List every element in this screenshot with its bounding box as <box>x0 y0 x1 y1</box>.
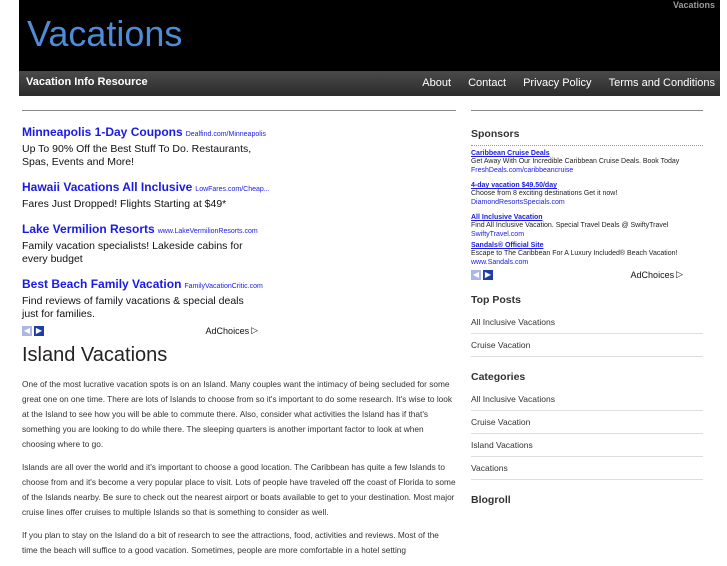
ad-desc: Up To 90% Off the Best Stuff To Do. Restaurants, Spas, Events and More! <box>22 143 252 168</box>
ad-desc: Family vacation specialists! Lakeside cabins for every budget <box>22 240 243 265</box>
ad-url[interactable]: www.LakeVermilionResorts.com <box>157 228 258 235</box>
sponsor-url[interactable]: SwiftyTravel.com <box>471 231 525 238</box>
adchoices-link[interactable] <box>631 269 683 280</box>
sponsor-title[interactable]: Sandals® Official Site <box>471 242 544 249</box>
top-post-link[interactable]: Cruise Vacation <box>471 334 703 357</box>
ad-unit <box>22 178 456 211</box>
sponsor-desc: Choose from 8 exciting destinations Get it now! <box>471 190 618 197</box>
sponsor-url[interactable]: www.Sandals.com <box>471 259 529 266</box>
ad-title[interactable]: Hawaii Vacations All Inclusive <box>22 180 193 194</box>
nav-brand[interactable]: Vacation Info Resource <box>26 76 148 88</box>
post-paragraph: Islands are all over the world and it's important to choose a good location. The Caribbean has quite a few Islands to choose from and it's become a very popular place to visit. Lots of people have traveled off the coast of Florida to some of the Islands nearby. Be sure to check out the nearest airport or boats available to get to your destination. Most major cruise lines offer cruises to multiple Islands so that is something to consider as well. <box>22 462 456 517</box>
top-post-link[interactable]: All Inclusive Vacations <box>471 311 703 334</box>
nav-link-privacy-policy[interactable]: Privacy Policy <box>523 77 592 89</box>
sponsor-desc: Find All Inclusive Vacation. Special Travel Deals @ SwiftyTravel <box>471 222 669 229</box>
post-title: Island Vacations <box>22 344 168 366</box>
main-content <box>22 110 456 566</box>
divider <box>471 110 703 111</box>
adchoices-link[interactable] <box>206 325 258 336</box>
sponsor-title[interactable]: Caribbean Cruise Deals <box>471 150 550 157</box>
sponsor-url[interactable]: DiamondResortsSpecials.com <box>471 199 565 206</box>
ad-title[interactable]: Lake Vermilion Resorts <box>22 222 155 236</box>
category-link[interactable]: Island Vacations <box>471 434 703 457</box>
ad-url[interactable]: Dealfind.com/Minneapolis <box>185 131 266 138</box>
adchoices-icon: ▷ <box>676 269 683 279</box>
chevron-left-icon[interactable]: ◀ <box>23 326 31 335</box>
sponsor-url[interactable]: FreshDeals.com/caribbeancruise <box>471 167 574 174</box>
nav-link-contact[interactable]: Contact <box>468 77 507 89</box>
sponsor-navigation <box>471 269 683 280</box>
top-posts-heading: Top Posts <box>471 294 521 306</box>
nav-bar <box>19 71 720 96</box>
adchoices-label: AdChoices <box>630 269 675 280</box>
site-header <box>19 0 720 71</box>
sponsor-desc: Get Away With Our Incredible Caribbean Cruise Deals. Book Today <box>471 158 680 165</box>
left-gutter <box>0 0 19 96</box>
sponsor-ad <box>471 214 703 238</box>
sponsor-ad <box>471 150 703 174</box>
ad-url[interactable]: FamilyVacationCritic.com <box>184 283 263 290</box>
sidebar <box>471 110 703 511</box>
chevron-left-icon[interactable]: ◀ <box>472 270 480 279</box>
ad-title[interactable]: Best Beach Family Vacation <box>22 277 182 291</box>
ad-unit <box>22 123 456 169</box>
nav-link-about[interactable]: About <box>422 77 452 89</box>
category-link[interactable]: Vacations <box>471 457 703 480</box>
sponsors-heading: Sponsors <box>471 128 703 146</box>
sponsor-desc: Escape to The Caribbean For A Luxury Included® Beach Vacation! <box>471 250 678 257</box>
top-vacations-link[interactable]: Vacations <box>672 0 715 10</box>
post-paragraph: One of the most lucrative vacation spots is on an Island. Many couples want the intimacy of being secluded for some great one on one time. There are lots of Islands to choose from so it's important to do some research. It's wise to look at the Island to see how you will be able to commute there. Also, consider what activities the Island has if that's something you are looking to do while there. The sleeping quarters is another important factor to look at when choosing where to go. <box>22 379 453 449</box>
categories-heading: Categories <box>471 371 526 383</box>
nav-links <box>408 77 715 89</box>
ad-unit <box>22 275 456 321</box>
ad-url[interactable]: LowFares.com/Cheap... <box>195 186 270 193</box>
nav-link-terms[interactable]: Terms and Conditions <box>608 77 715 89</box>
adchoices-label: AdChoices <box>205 325 250 336</box>
ad-desc: Find reviews of family vacations & special deals just for families. <box>22 295 244 320</box>
ad-navigation <box>22 325 258 336</box>
chevron-right-icon[interactable]: ▶ <box>484 270 492 279</box>
sponsor-ad <box>471 242 703 266</box>
sponsor-ad <box>471 182 703 206</box>
sponsor-title[interactable]: All Inclusive Vacation <box>471 214 543 221</box>
site-title[interactable]: Vacations <box>27 13 183 54</box>
category-link[interactable]: Cruise Vacation <box>471 411 703 434</box>
post-paragraph: If you plan to stay on the Island do a bit of research to see the attractions, food, activities and reviews. Most of the time the beach will suffice to a good vacation. Sometimes, people are more comfortable in a hotel setting <box>22 530 439 555</box>
ad-desc: Fares Just Dropped! Flights Starting at $49* <box>22 198 227 210</box>
right-gutter <box>720 0 727 96</box>
sponsor-title[interactable]: 4-day vacation $49.50/day <box>471 182 557 189</box>
ad-title[interactable]: Minneapolis 1-Day Coupons <box>22 125 183 139</box>
chevron-right-icon[interactable]: ▶ <box>35 326 43 335</box>
category-link[interactable]: All Inclusive Vacations <box>471 388 703 411</box>
blogroll-heading: Blogroll <box>471 494 511 506</box>
adchoices-icon: ▷ <box>251 325 258 335</box>
ad-unit <box>22 220 456 266</box>
